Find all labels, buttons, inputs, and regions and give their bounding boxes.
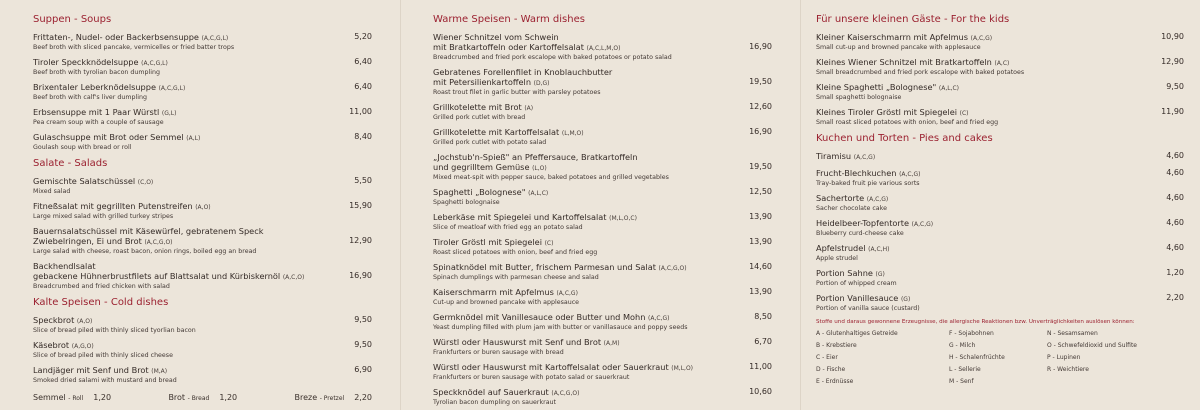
menu-item-name: Sachertorte xyxy=(816,193,865,203)
allergen-legend-entry: D - Fische xyxy=(816,366,846,373)
menu-item-price: 10,90 xyxy=(1161,32,1184,41)
allergen-legend-entry: O - Schwefeldioxid und Sulfite xyxy=(1047,342,1137,349)
menu-item xyxy=(33,82,372,102)
allergen-legend-entry: B - Krebstiere xyxy=(816,342,857,349)
menu-item-name: Tiramisu xyxy=(816,151,852,161)
allergen-code: (A,C,H) xyxy=(868,246,890,253)
menu-item-price: 12,60 xyxy=(749,102,772,111)
menu-item xyxy=(33,226,372,256)
menu-item-name: Würstl oder Hauswurst mit Senf und Brot xyxy=(433,337,602,347)
menu-item-name: Tiroler Speckknödelsuppe xyxy=(33,57,139,67)
menu-item-price: 8,40 xyxy=(354,132,372,141)
allergen-code: (A,C,G) xyxy=(648,315,670,322)
menu-item xyxy=(33,32,372,52)
menu-item-description: Cut-up and browned pancake with applesauce xyxy=(433,299,580,306)
allergen-legend-entry: C - Eier xyxy=(816,354,838,361)
menu-item xyxy=(816,168,1184,188)
brot-label-en: - Bread xyxy=(187,395,210,402)
menu-item-price: 4,60 xyxy=(1166,151,1184,160)
menu-item-description: Mixed salad xyxy=(33,188,71,195)
brot-price: 1,20 xyxy=(219,393,238,402)
allergen-code: (A,C,G) xyxy=(866,196,889,203)
menu-item-description: Sacher chocolate cake xyxy=(816,205,887,212)
menu-item-price: 6,40 xyxy=(354,82,372,91)
menu-column-3 xyxy=(800,0,1200,410)
allergen-code: (A,C,G,L) xyxy=(141,60,168,67)
menu-item-price: 19,50 xyxy=(749,77,772,86)
allergen-code: (A,C,G) xyxy=(970,35,993,42)
menu-item-price: 19,50 xyxy=(749,162,772,171)
menu-item-price: 4,60 xyxy=(1166,243,1184,252)
menu-item-name: Speckknödel auf Sauerkraut xyxy=(433,387,549,397)
menu-item-description: Beef broth with tyrolian bacon dumpling xyxy=(33,69,161,76)
menu-item xyxy=(33,340,372,360)
menu-item-name-line2: gebackene Hühnerbrustfilets auf Blattsalat und Kürbiskernöl xyxy=(33,271,281,281)
allergen-code: (D,G) xyxy=(533,80,550,87)
section-title-warm-dishes: Warme Speisen - Warm dishes xyxy=(433,14,585,25)
menu-item-price: 6,70 xyxy=(754,337,772,346)
menu-item-name: Kleines Tiroler Gröstl mit Spiegelei xyxy=(816,107,958,117)
menu-item xyxy=(433,67,772,97)
menu-item-name: Bauernsalatschüssel mit Käsewürfel, gebratenem Speck xyxy=(33,226,264,236)
menu-item-name-line2: mit Petersilienkartoffeln xyxy=(433,77,532,87)
menu-item-description: Breadcrumbed and fried chicken with salad xyxy=(33,283,170,290)
allergen-legend xyxy=(816,330,1184,386)
menu-item xyxy=(816,268,1184,288)
menu-item-name: Heidelbeer-Topfentorte xyxy=(816,218,910,228)
menu-item-description: Yeast dumpling filled with plum jam with butter or vanillasauce and poppy seeds xyxy=(433,324,688,331)
menu-item-description: Roast trout filet in garlic butter with parsley potatoes xyxy=(433,89,601,96)
allergen-code: (A,G,O) xyxy=(71,343,94,350)
menu-item xyxy=(816,293,1184,313)
menu-item xyxy=(33,201,372,221)
menu-item-name: Gebratenes Forellenfilet in Knoblauchbutter xyxy=(433,67,613,77)
breze-price: 2,20 xyxy=(354,393,372,402)
menu-item-description: Grilled pork cutlet with bread xyxy=(433,114,526,121)
allergen-code: (A,C,G) xyxy=(556,290,578,297)
menu-item xyxy=(33,57,372,77)
menu-item-name: Leberkäse mit Spiegelei und Kartoffelsalat xyxy=(433,212,607,222)
allergen-code: (A) xyxy=(524,105,534,112)
menu-item-name: Spinatknödel mit Butter, frischem Parmesan und Salat xyxy=(433,262,656,272)
menu-item-name: Käsebrot xyxy=(33,340,70,350)
allergen-code: (A,C,G,O) xyxy=(551,390,580,397)
menu-item-description: Breadcrumbed and fried pork escalope with baked potatoes or potato salad xyxy=(433,54,672,61)
menu-item-description: Tray-baked fruit pie various sorts xyxy=(816,180,920,187)
allergen-code: (A,C,G) xyxy=(911,221,934,228)
allergen-legend-entry: A - Glutenhaltiges Getreide xyxy=(816,330,898,337)
menu-item-description: Slice of meatloaf with fried egg an potato salad xyxy=(433,224,583,231)
breze-label: Breze xyxy=(294,393,318,402)
menu-item-price: 14,60 xyxy=(749,262,772,271)
menu-item xyxy=(33,365,372,385)
allergen-code: (M,L,O,C) xyxy=(609,215,637,222)
menu-item xyxy=(816,32,1184,52)
breze-label-en: - Pretzel xyxy=(319,395,345,402)
menu-item xyxy=(433,152,772,182)
menu-item-price: 13,90 xyxy=(749,237,772,246)
menu-item-name: „Jochstub'n-Spieß" an Pfeffersauce, Bratkartoffeln xyxy=(433,152,638,162)
menu-item-name: Landjäger mit Senf und Brot xyxy=(33,365,149,375)
menu-item-price: 4,60 xyxy=(1166,218,1184,227)
menu-item xyxy=(33,261,372,291)
brot-entry xyxy=(168,393,237,404)
menu-item-description: Large mixed salad with grilled turkey stripes xyxy=(33,213,174,220)
menu-item-name: Backhendlsalat xyxy=(33,261,96,271)
menu-item xyxy=(33,132,372,152)
menu-item-description: Goulash soup with bread or roll xyxy=(33,144,132,151)
allergen-code: (G,L) xyxy=(161,110,177,117)
allergen-code: (A,C,L,M,O) xyxy=(586,45,621,52)
menu-item-name: Würstl oder Hauswurst mit Kartoffelsalat oder Sauerkraut xyxy=(433,362,669,372)
menu-item xyxy=(433,362,772,382)
menu-item-name: Kleines Wiener Schnitzel mit Bratkartoffeln xyxy=(816,57,992,67)
menu-item xyxy=(816,243,1184,263)
allergen-legend-entry: H - Schalenfrüchte xyxy=(949,354,1005,361)
menu-item-description: Apple strudel xyxy=(816,255,858,262)
menu-item-price: 5,20 xyxy=(354,32,372,41)
menu-item xyxy=(816,193,1184,213)
menu-item xyxy=(433,212,772,232)
section-title-cakes: Kuchen und Torten - Pies and cakes xyxy=(816,133,993,144)
menu-item-price: 13,90 xyxy=(749,212,772,221)
allergen-code: (C) xyxy=(544,240,554,247)
semmel-price: 1,20 xyxy=(93,393,112,402)
menu-item-name: Kaiserschmarrn mit Apfelmus xyxy=(433,287,554,297)
allergen-code: (A,C,G) xyxy=(853,154,876,161)
allergen-code: (A,L) xyxy=(186,135,201,142)
menu-item-price: 11,00 xyxy=(349,107,372,116)
breze-entry xyxy=(295,393,373,404)
allergen-code: (A,O) xyxy=(195,204,211,211)
menu-item-price: 15,90 xyxy=(349,201,372,210)
menu-item-name-line2: mit Bratkartoffeln oder Kartoffelsalat xyxy=(433,42,584,52)
menu-item xyxy=(33,315,372,335)
menu-item xyxy=(433,337,772,357)
menu-item-description: Small roast sliced potatoes with onion, beef and fried egg xyxy=(816,119,999,126)
menu-item-name: Gemischte Salatschüssel xyxy=(33,176,136,186)
allergen-legend-heading: Stoffe und daraus gewonnene Erzeugnisse, die allergische Reaktionen bzw. Unverträglichkeiten auslösen können: xyxy=(816,319,1135,325)
allergen-code: (A,M) xyxy=(603,340,620,347)
menu-item-description: Tyrolian bacon dumpling on sauerkraut xyxy=(433,399,557,406)
menu-item-description: Portion of whipped cream xyxy=(816,280,897,287)
menu-item-description: Beef broth with sliced pancake, vermicelles or fried batter trops xyxy=(33,44,235,51)
menu-item-name: Kleiner Kaiserschmarrn mit Apfelmus xyxy=(816,32,969,42)
allergen-code: (A,L,C) xyxy=(938,85,960,92)
bread-prices-row xyxy=(33,393,372,404)
menu-item xyxy=(33,176,372,196)
menu-item-price: 4,60 xyxy=(1166,168,1184,177)
semmel-label-en: - Roll xyxy=(68,395,84,402)
menu-item xyxy=(433,32,772,62)
semmel-label: Semmel xyxy=(33,393,66,402)
allergen-code: (G) xyxy=(900,296,911,303)
menu-item-price: 8,50 xyxy=(754,312,772,321)
menu-item-description: Portion of vanilla sauce (custard) xyxy=(816,305,920,312)
allergen-legend-entry: M - Senf xyxy=(949,378,974,385)
menu-item-price: 11,00 xyxy=(749,362,772,371)
allergen-code: (A,L,C) xyxy=(528,190,549,197)
allergen-legend-entry: G - Milch xyxy=(949,342,976,349)
allergen-legend-entry: E - Erdnüsse xyxy=(816,378,854,385)
menu-item-price: 12,90 xyxy=(1161,57,1184,66)
menu-item xyxy=(816,82,1184,102)
menu-item-price: 6,40 xyxy=(354,57,372,66)
menu-item-name: Grillkotelette mit Brot xyxy=(433,102,522,112)
menu-item-price: 6,90 xyxy=(354,365,372,374)
menu-item-description: Mixed meat-spit with pepper sauce, baked potatoes and grilled vegetables xyxy=(433,174,669,181)
menu-item-price: 2,20 xyxy=(1166,293,1184,302)
menu-item-description: Large salad with cheese, roast bacon, onion rings, boiled egg an bread xyxy=(33,248,257,255)
allergen-code: (C) xyxy=(959,110,969,117)
menu-item xyxy=(816,107,1184,127)
section-title-kids: Für unsere kleinen Gäste - For the kids xyxy=(816,14,1010,25)
menu-item xyxy=(433,187,772,207)
menu-item-description: Spaghetti bolognaise xyxy=(433,199,500,206)
menu-item-name: Frittaten-, Nudel- oder Backerbsensuppe xyxy=(33,32,199,42)
menu-item-name: Grillkotelette mit Kartoffelsalat xyxy=(433,127,560,137)
allergen-legend-entry: L - Sellerie xyxy=(949,366,981,373)
allergen-legend-entry xyxy=(1047,378,1187,386)
menu-item-name-line2: und gegrilltem Gemüse xyxy=(433,162,530,172)
allergen-code: (A,C,G,L) xyxy=(158,85,186,92)
menu-item xyxy=(816,218,1184,238)
menu-item-description: Grilled pork cutlet with potato salad xyxy=(433,139,547,146)
allergen-code: (L,M,O) xyxy=(561,130,584,137)
semmel-entry xyxy=(33,393,111,404)
menu-item-name: Portion Vanillesauce xyxy=(816,293,899,303)
menu-item-price: 4,60 xyxy=(1166,193,1184,202)
menu-item-name: Tiroler Gröstl mit Spiegelei xyxy=(433,237,542,247)
menu-item-price: 13,90 xyxy=(749,287,772,296)
menu-column-2 xyxy=(400,0,800,410)
menu-item-price: 12,90 xyxy=(349,236,372,245)
menu-item xyxy=(33,107,372,127)
menu-item-name: Apfelstrudel xyxy=(816,243,866,253)
menu-item-price: 12,50 xyxy=(749,187,772,196)
menu-item xyxy=(433,237,772,257)
menu-item-description: Beef broth with calf's liver dumpling xyxy=(33,94,148,101)
allergen-code: (M,A) xyxy=(151,368,168,375)
menu-item-name: Gulaschsuppe mit Brot oder Semmel xyxy=(33,132,184,142)
menu-item-name: Spaghetti „Bolognese" xyxy=(433,187,526,197)
menu-item-name: Kleine Spaghetti „Bolognese" xyxy=(816,82,937,92)
allergen-code: (A,C,G,O) xyxy=(144,239,173,246)
menu-item-name-line2: Zwiebelringen, Ei und Brot xyxy=(33,236,142,246)
section-title-cold-dishes: Kalte Speisen - Cold dishes xyxy=(33,297,169,308)
menu-item xyxy=(433,312,772,332)
menu-item-name: Speckbrot xyxy=(33,315,75,325)
allergen-legend-entry: R - Weichtiere xyxy=(1047,366,1089,373)
menu-item-description: Roast sliced potatoes with onion, beef and fried egg xyxy=(433,249,598,256)
allergen-legend-entry: F - Sojabohnen xyxy=(949,330,994,337)
menu-item-description: Frankfurters or buren sausage with potato salad or sauerkraut xyxy=(433,374,630,381)
menu-item-price: 16,90 xyxy=(349,271,372,280)
brot-label: Brot xyxy=(168,393,186,402)
menu-item-description: Slice of bread piled with thinly sliced tyorlian bacon xyxy=(33,327,196,334)
menu-item-price: 9,50 xyxy=(354,315,372,324)
allergen-code: (L,O) xyxy=(532,165,547,172)
menu-item xyxy=(433,262,772,282)
allergen-code: (A,C) xyxy=(994,60,1010,67)
menu-item-name: Germknödel mit Vanillesauce oder Butter und Mohn xyxy=(433,312,646,322)
menu-item-name: Portion Sahne xyxy=(816,268,873,278)
menu-item-name: Wiener Schnitzel vom Schwein xyxy=(433,32,559,42)
menu-item-price: 16,90 xyxy=(749,127,772,136)
allergen-code: (C,O) xyxy=(137,179,154,186)
menu-item-price: 9,50 xyxy=(354,340,372,349)
allergen-code: (G) xyxy=(875,271,885,278)
menu-column-1 xyxy=(0,0,400,410)
section-title-salads: Salate - Salads xyxy=(33,158,108,169)
allergen-code: (A,O) xyxy=(76,318,93,325)
menu-item xyxy=(816,151,1184,163)
menu-item-description: Smoked dried salami with mustard and bread xyxy=(33,377,177,384)
menu-item-name: Frucht-Blechkuchen xyxy=(816,168,897,178)
menu-item xyxy=(816,57,1184,77)
menu-item-price: 16,90 xyxy=(749,42,772,51)
menu-item-price: 5,50 xyxy=(354,176,372,185)
menu-item-price: 11,90 xyxy=(1161,107,1184,116)
menu-item-name: Brixentaler Leberknödelsuppe xyxy=(33,82,156,92)
menu-item-description: Spinach dumplings with parmesan cheese and salad xyxy=(433,274,599,281)
menu-item-description: Small spaghetti bolognaise xyxy=(816,94,902,101)
menu-item-description: Small cut-up and browned pancake with applesauce xyxy=(816,44,981,51)
menu-item-description: Frankfurters or buren sausage with bread xyxy=(433,349,564,356)
allergen-code: (M,L,O) xyxy=(671,365,694,372)
menu-item xyxy=(433,387,772,407)
allergen-code: (A,C,G) xyxy=(899,171,921,178)
section-title-soups: Suppen - Soups xyxy=(33,14,112,25)
allergen-code: (A,C,G,O) xyxy=(658,265,687,272)
menu-item-price: 1,20 xyxy=(1166,268,1184,277)
menu-item-name: Erbsensuppe mit 1 Paar Würstl xyxy=(33,107,160,117)
menu-item-description: Slice of bread piled with thinly sliced cheese xyxy=(33,352,173,359)
menu-item-name: Fitneßsalat mit gegrillten Putenstreifen xyxy=(33,201,193,211)
allergen-code: (A,C,G,L) xyxy=(201,35,229,42)
menu-item-price: 10,60 xyxy=(749,387,772,396)
allergen-legend-entry: P - Lupinen xyxy=(1047,354,1081,361)
menu-item xyxy=(433,127,772,147)
allergen-legend-entry: N - Sesamsamen xyxy=(1047,330,1098,337)
menu-item xyxy=(433,287,772,307)
menu-item-description: Blueberry curd-cheese cake xyxy=(816,230,904,237)
menu-item-description: Small breadcrumbed and fried pork escalope with baked potatoes xyxy=(816,69,1025,76)
allergen-code: (A,C,O) xyxy=(282,274,305,281)
menu-item-description: Pea cream soup with a couple of sausage xyxy=(33,119,164,126)
menu-item-price: 9,50 xyxy=(1166,82,1184,91)
menu-item xyxy=(433,102,772,122)
